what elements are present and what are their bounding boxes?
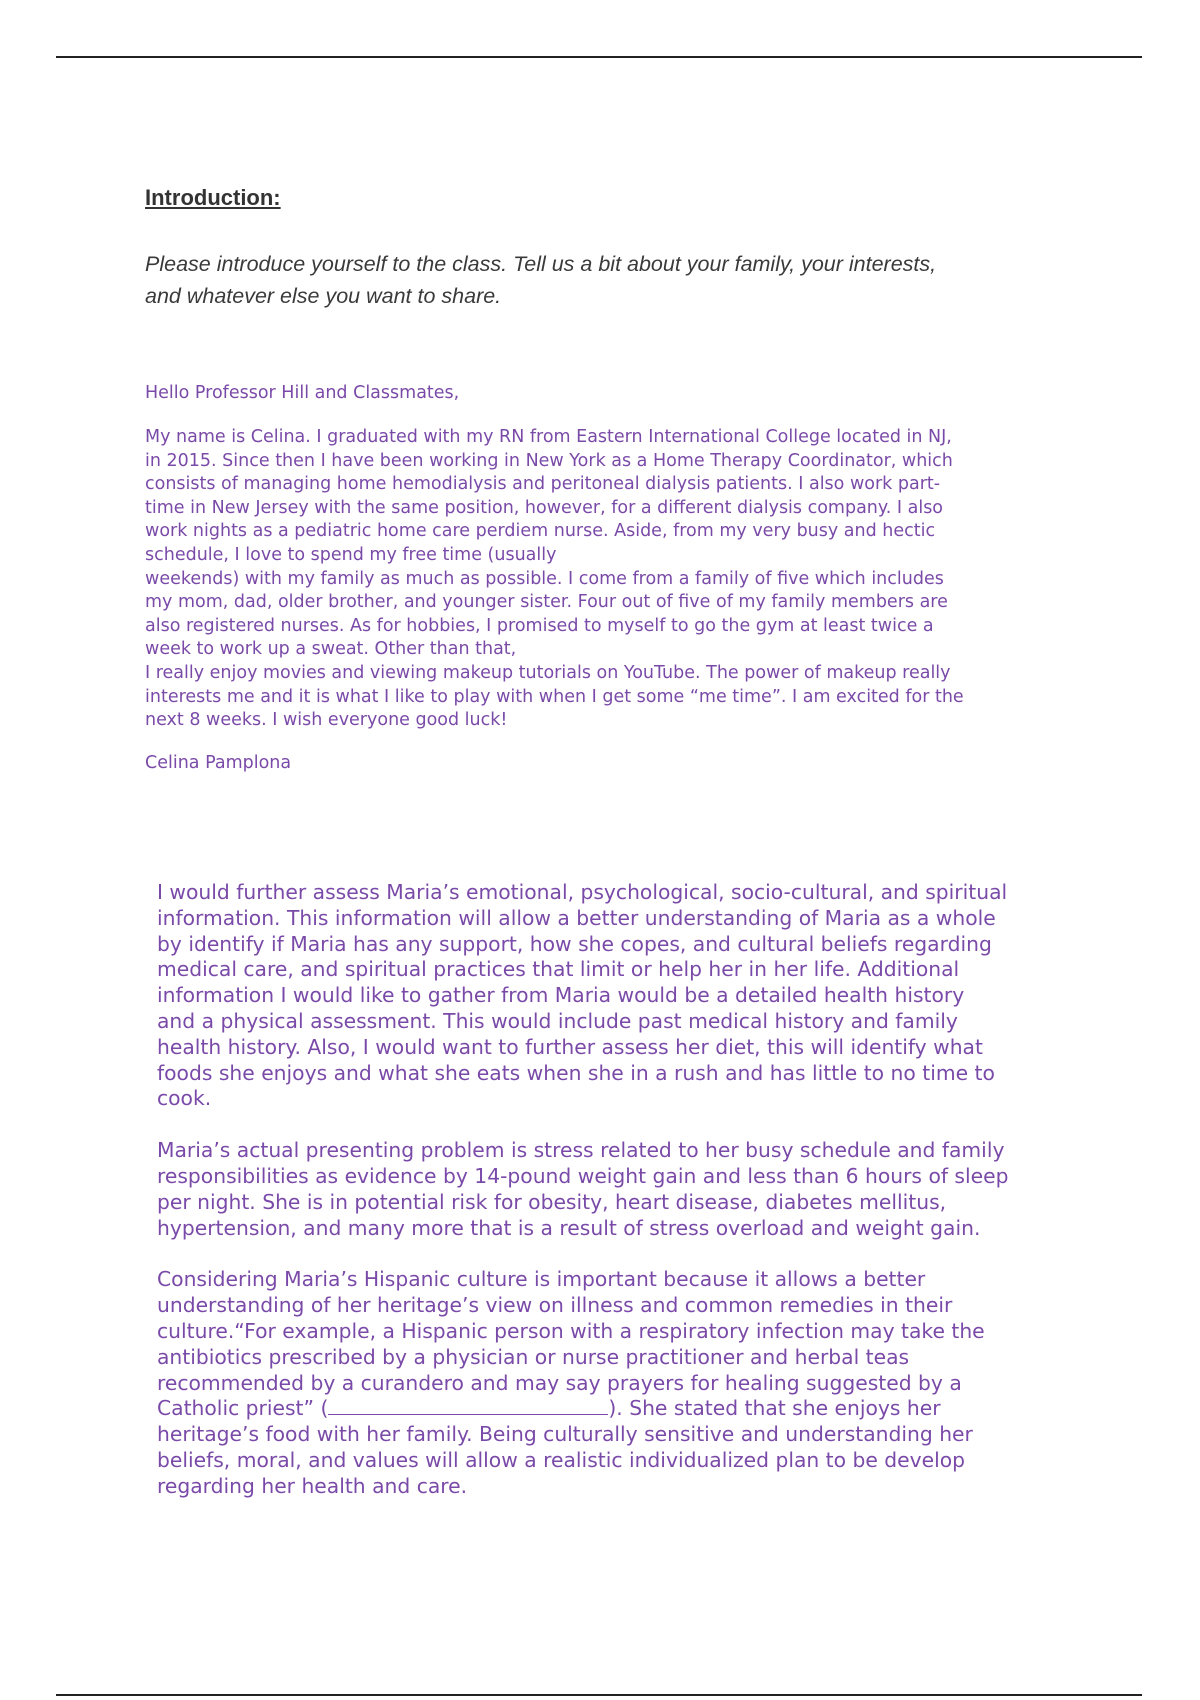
body-line: interests me and it is what I like to play with when I get some “me time”. I am excited for the — [145, 686, 964, 707]
prompt-line: Please introduce yourself to the class. Tell us a bit about your family, your interests, — [145, 252, 937, 276]
paragraph-line: information. This information will allow a better understanding of Maria as a whole — [157, 905, 996, 930]
citation-text-after: ). She stated that she enjoys her — [608, 1396, 941, 1421]
prompt-line: and whatever else you want to share. — [145, 284, 502, 308]
paragraph-line: health history. Also, I would want to further assess her diet, this will identify what — [157, 1034, 983, 1059]
paragraph-line: understanding of her heritage’s view on illness and common remedies in their — [157, 1293, 953, 1318]
body-line: time in New Jersey with the same position, however, for a different dialysis company. I also — [145, 497, 944, 518]
top-rule — [56, 56, 1142, 58]
assessment-paragraph — [157, 880, 1107, 1112]
paragraph-line: heritage’s food with her family. Being culturally sensitive and understanding her — [157, 1422, 973, 1447]
paragraph-line: Considering Maria’s Hispanic culture is important because it allows a better — [157, 1267, 926, 1292]
paragraph-line: beliefs, moral, and values will allow a realistic individualized plan to be develop — [157, 1447, 966, 1472]
section-heading: Introduction: — [145, 185, 281, 210]
paragraph-line: information I would like to gather from Maria would be a detailed health history — [157, 983, 965, 1008]
greeting: Hello Professor Hill and Classmates, — [145, 383, 460, 403]
discussion-prompt — [145, 248, 1075, 312]
citation-blank — [328, 1396, 608, 1415]
paragraph-line: I would further assess Maria’s emotional, psychological, socio-cultural, and spiritual — [157, 880, 1008, 904]
body-line: I really enjoy movies and viewing makeup tutorials on YouTube. The power of makeup really — [145, 662, 951, 683]
paragraph-line: hypertension, and many more that is a result of stress overload and weight gain. — [157, 1215, 981, 1240]
paragraph-line: antibiotics prescribed by a physician or nurse practitioner and herbal teas — [157, 1344, 910, 1369]
body-line: weekends) with my family as much as possible. I come from a family of five which includes — [145, 568, 944, 589]
bottom-rule — [56, 1694, 1142, 1696]
body-line: my mom, dad, older brother, and younger sister. Four out of five of my family members are — [145, 592, 948, 613]
citation-line — [157, 1396, 1107, 1422]
paragraph-line: and a physical assessment. This would include past medical history and family — [157, 1008, 958, 1033]
assessment-section — [157, 880, 1107, 1526]
paragraph-line: regarding her health and care. — [157, 1473, 468, 1498]
introduction-post — [145, 381, 1105, 775]
body-line: also registered nurses. As for hobbies, I promised to myself to go the gym at least twice a — [145, 615, 934, 636]
paragraph-line: Maria’s actual presenting problem is stress related to her busy schedule and family — [157, 1138, 1005, 1163]
body-line: next 8 weeks. I wish everyone good luck! — [145, 710, 508, 731]
paragraph-line: foods she enjoys and what she eats when she in a rush and has little to no time to — [157, 1060, 995, 1085]
body-line: in 2015. Since then I have been working in New York as a Home Therapy Coordinator, which — [145, 450, 953, 471]
culture-paragraph — [157, 1267, 1107, 1499]
paragraph-line: cook. — [157, 1086, 212, 1111]
problem-paragraph — [157, 1138, 1107, 1241]
paragraph-line: medical care, and spiritual practices that limit or help her in her life. Additional — [157, 957, 960, 982]
paragraph-line: per night. She is in potential risk for obesity, heart disease, diabetes mellitus, — [157, 1189, 947, 1214]
paragraph-line: responsibilities as evidence by 14-pound weight gain and less than 6 hours of sleep — [157, 1163, 1009, 1188]
paragraph-line: by identify if Maria has any support, how she copes, and cultural beliefs regarding — [157, 931, 992, 956]
body-line: week to work up a sweat. Other than that, — [145, 639, 517, 660]
post-body — [145, 426, 1105, 733]
body-line: schedule, I love to spend my free time (usually — [145, 544, 557, 565]
body-line: consists of managing home hemodialysis and peritoneal dialysis patients. I also work part- — [145, 474, 941, 495]
paragraph-line: recommended by a curandero and may say prayers for healing suggested by a — [157, 1370, 962, 1395]
body-line: My name is Celina. I graduated with my RN from Eastern International College located in NJ, — [145, 427, 952, 447]
signature: Celina Pamplona — [145, 752, 292, 773]
paragraph-line: culture.“For example, a Hispanic person with a respiratory infection may take the — [157, 1318, 985, 1343]
body-line: work nights as a pediatric home care perdiem nurse. Aside, from my very busy and hectic — [145, 521, 936, 542]
citation-text-before: Catholic priest” ( — [157, 1396, 329, 1421]
